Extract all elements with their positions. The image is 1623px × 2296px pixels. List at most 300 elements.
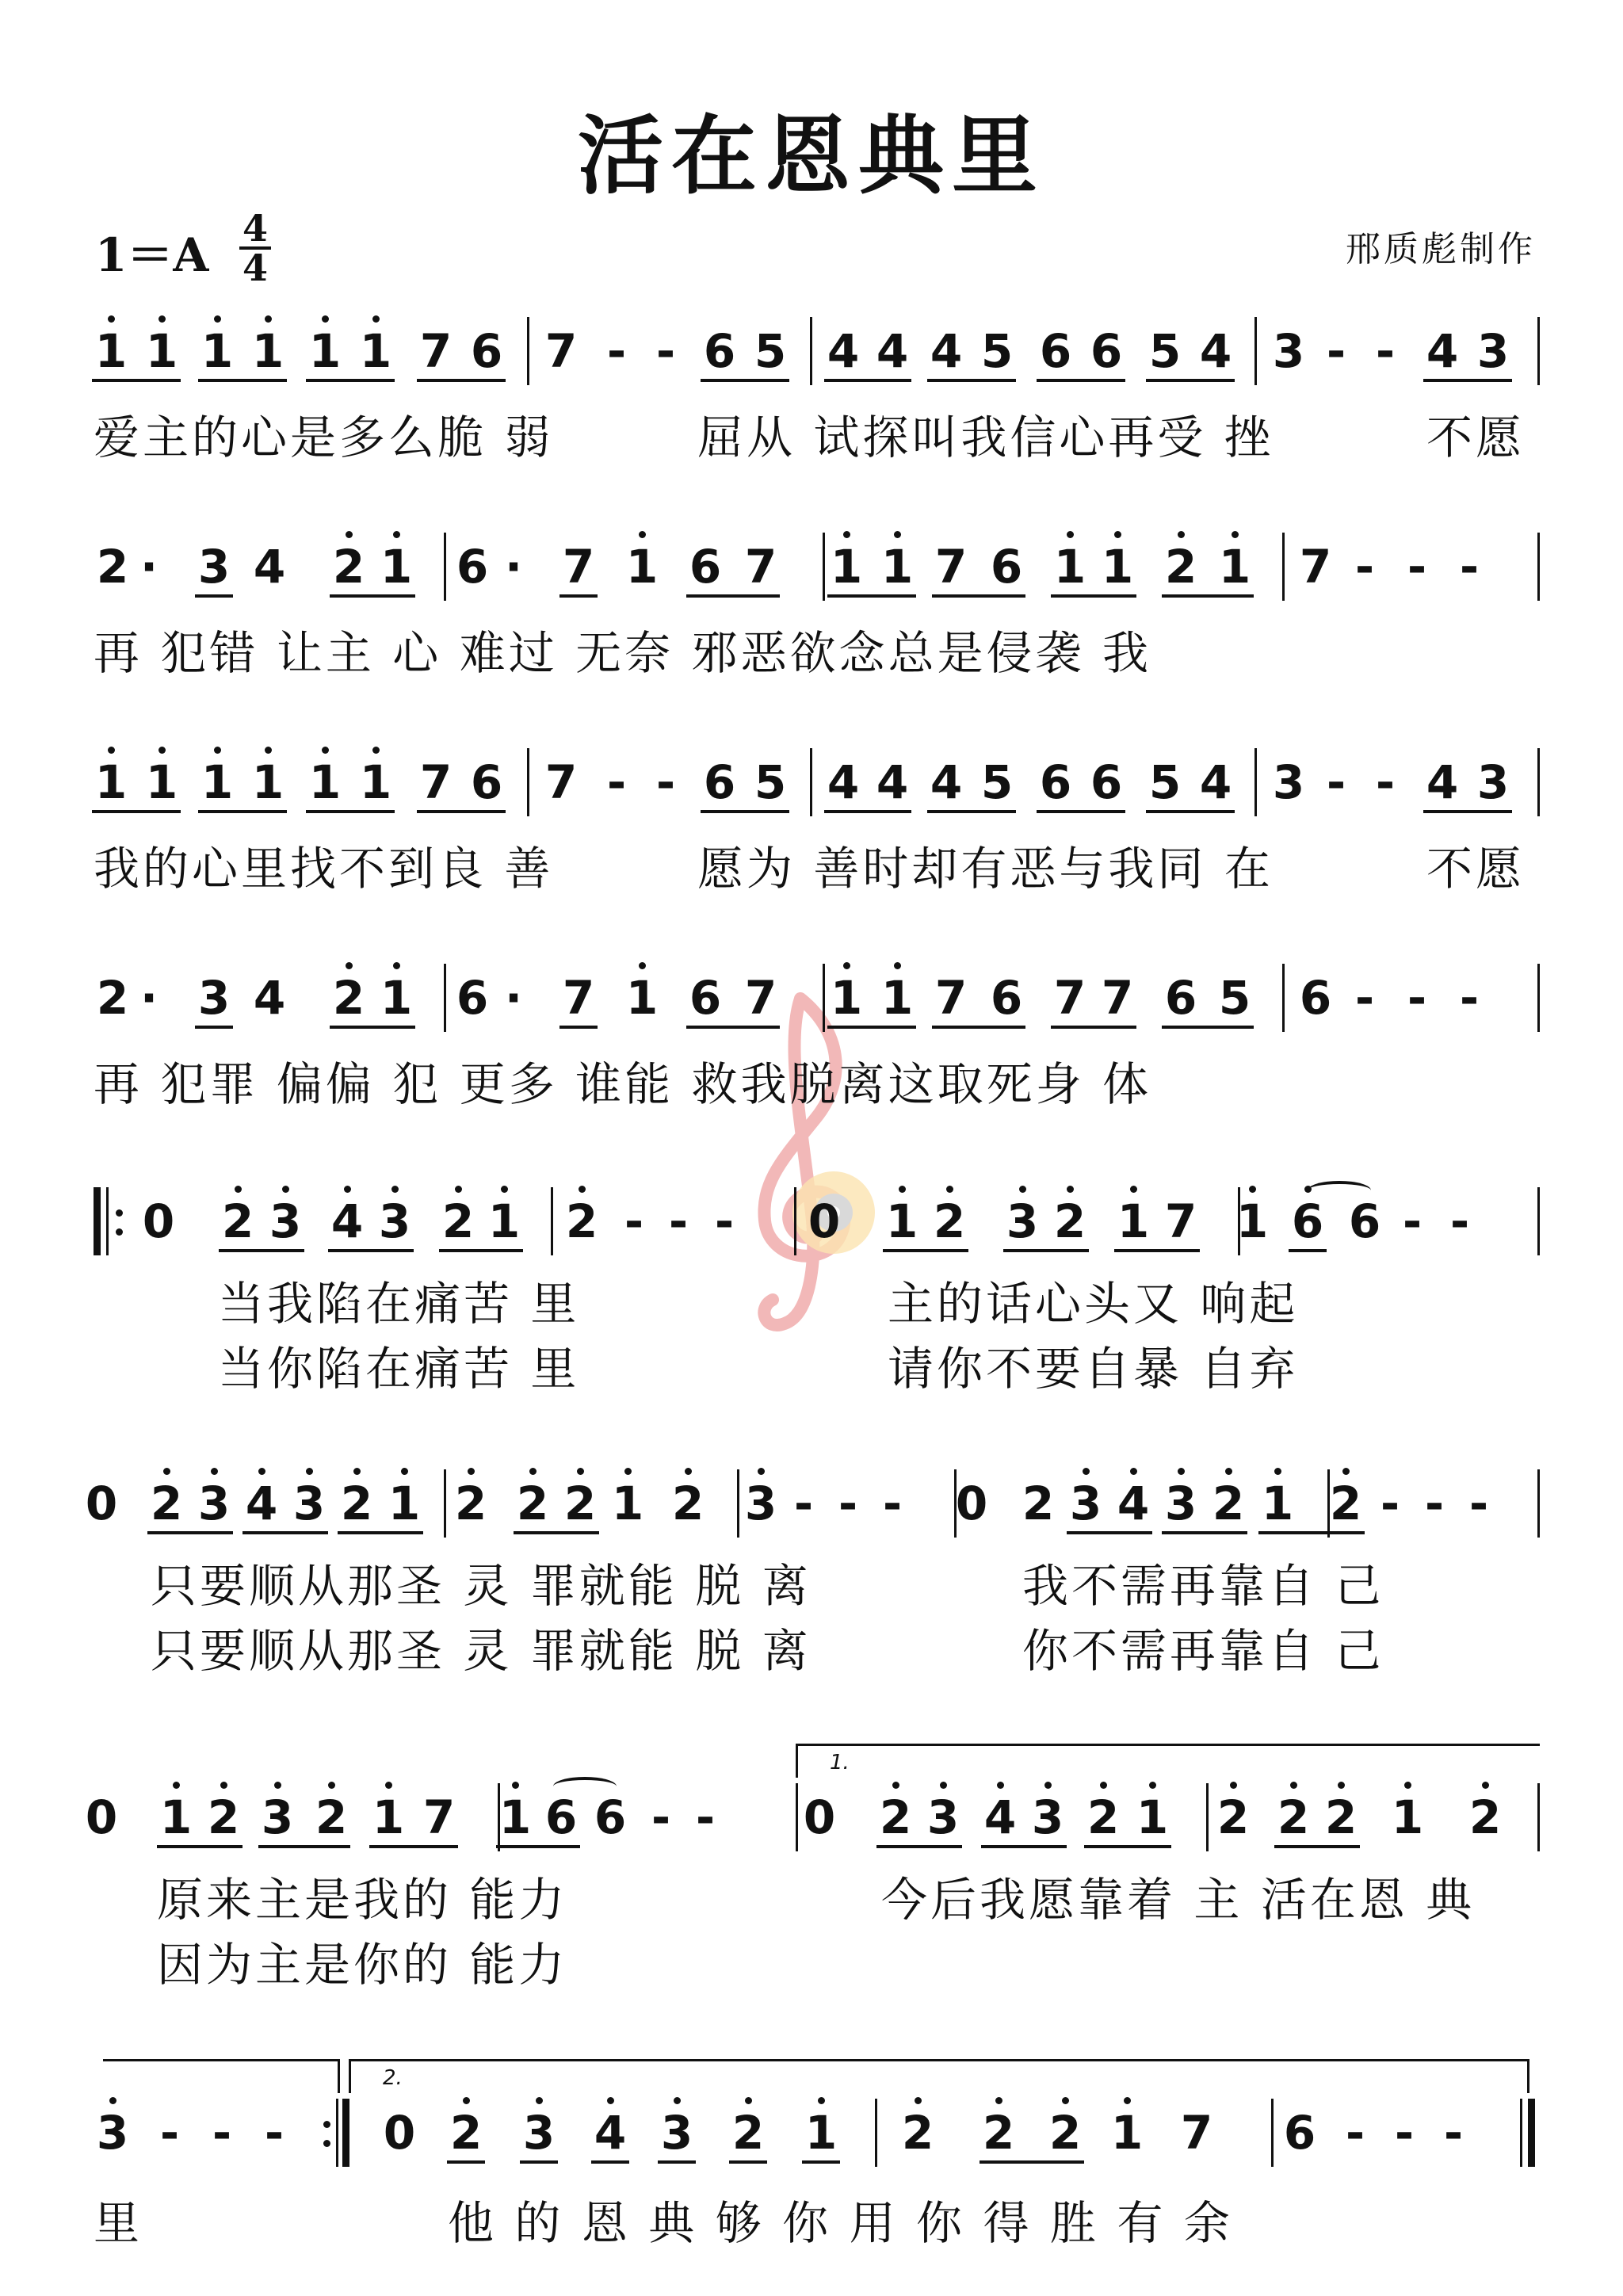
note: 2 [1461, 1790, 1509, 1845]
eighth-beam [219, 1249, 304, 1252]
eighth-beam [147, 1531, 233, 1534]
augmentation-dot: · [139, 540, 158, 594]
lyric-line: 屈从 试探叫我信心再受 挫 [697, 411, 1274, 464]
extension-dash: - [1449, 1194, 1470, 1248]
note: 1 [87, 755, 135, 810]
system-1 [0, 317, 1623, 468]
note: 7 [934, 971, 968, 1025]
note: 4 [876, 324, 909, 378]
lyric-line: 只要顺从那圣 灵 罪就能 脱 离 [151, 1559, 812, 1613]
eighth-beam [1289, 1249, 1327, 1252]
system-5 [0, 1187, 1623, 1401]
note: 2 [975, 2105, 1022, 2160]
extension-dash: - [668, 1194, 689, 1248]
time-signature-bottom: 4 [242, 246, 268, 289]
barline [1537, 533, 1540, 601]
note: 2 [894, 2105, 941, 2160]
eighth-beam [981, 1845, 1067, 1848]
eighth-beam [92, 379, 181, 382]
note: 3 [197, 971, 231, 1025]
repeat-end-thick-line [342, 2099, 349, 2167]
lyric-line: 我不需再靠自 己 [1022, 1559, 1384, 1613]
note: 3 [1024, 1790, 1071, 1845]
note: 1 [193, 323, 241, 379]
eighth-beam [686, 594, 780, 598]
eighth-beam [824, 810, 911, 813]
lyric-line: 再 犯罪 偏偏 犯 更多 谁能 救我脱离这取死身 体 [94, 1057, 1152, 1111]
note: 5 [1148, 324, 1182, 378]
barline [810, 317, 812, 385]
eighth-beam [1051, 1026, 1136, 1029]
lyric-line: 今后我愿靠着 主 活在恩 典 [881, 1873, 1476, 1927]
eighth-beam [417, 379, 506, 382]
eighth-beam [1274, 1845, 1360, 1848]
eighth-beam [92, 810, 181, 813]
note: 1 [87, 323, 135, 379]
note: 1 [193, 755, 241, 810]
note: 5 [980, 324, 1014, 378]
extension-dash: - [1326, 755, 1346, 809]
note: 3 [999, 1194, 1046, 1249]
note: 1 [878, 1194, 926, 1249]
eighth-beam [729, 2160, 767, 2164]
eighth-beam [198, 810, 287, 813]
note: 2 [1317, 1790, 1365, 1845]
eighth-beam [927, 810, 1016, 813]
note: 7 [422, 1790, 456, 1844]
note: 4 [1199, 755, 1232, 809]
final-thin-line [1520, 2099, 1522, 2167]
note: 1 [1109, 1194, 1157, 1249]
extension-dash: - [1354, 971, 1375, 1025]
note: 1 [1228, 1194, 1276, 1249]
note: 1 [365, 1790, 412, 1845]
eighth-beam [447, 2160, 485, 2164]
note: 3 [262, 1194, 309, 1249]
lyric-line: 再 犯错 让主 心 难过 无奈 邪恶欲念总是侵袭 我 [94, 626, 1152, 680]
note: 4 [1426, 755, 1459, 809]
note: 4 [876, 755, 909, 809]
barline [1254, 317, 1257, 385]
lyric-line: 只要顺从那圣 灵 罪就能 脱 离 [151, 1624, 812, 1678]
note: 1 [823, 539, 870, 594]
note: 6 [594, 1790, 627, 1844]
note: 4 [827, 755, 860, 809]
eighth-beam [195, 594, 233, 598]
note: 2 [143, 1476, 190, 1531]
barline [1254, 748, 1257, 816]
eighth-beam [701, 810, 789, 813]
eighth-beam [195, 1026, 233, 1029]
lyric-line: 愿为 善时却有恶与我同 在 [697, 842, 1274, 896]
note: 6 [1039, 324, 1072, 378]
note: 4 [253, 971, 286, 1025]
note: 3 [285, 1476, 333, 1531]
note: 3 [919, 1790, 967, 1845]
note: 2 [200, 1790, 247, 1845]
eighth-beam [1146, 810, 1235, 813]
note: 1 [372, 970, 420, 1026]
note: 6 [703, 755, 736, 809]
repeat-thick-line [94, 1187, 101, 1255]
system-7 [0, 1751, 1623, 1997]
note: 7 [562, 971, 595, 1025]
note: 2 [1270, 1790, 1317, 1845]
system-8 [0, 2066, 1623, 2257]
eighth-beam [927, 379, 1016, 382]
note: 6 [1348, 1194, 1381, 1248]
barline [551, 1187, 553, 1255]
note: 6 [544, 1790, 578, 1844]
barline [444, 533, 446, 601]
note: 7 [934, 540, 968, 594]
eighth-beam [802, 2160, 840, 2164]
note: 4 [253, 540, 286, 594]
note: 6 [470, 755, 503, 809]
note: 1 [873, 970, 921, 1026]
note: 2 [1041, 2105, 1089, 2160]
repeat-end-thin-line [336, 2099, 338, 2167]
time-signature-top: 4 [242, 207, 268, 250]
eighth-beam [369, 1845, 458, 1848]
lyric-line: 原来主是我的 能力 [157, 1873, 568, 1927]
volta-label: 1. [830, 1751, 850, 1775]
note: 2 [434, 1194, 482, 1249]
note: 2 [96, 971, 129, 1025]
barline [1537, 1469, 1540, 1538]
barline [875, 2099, 877, 2167]
barline [444, 1469, 446, 1538]
note: 3 [515, 2105, 563, 2160]
note: 1 [352, 755, 399, 810]
lyric-line: 请你不要自暴 自弃 [888, 1342, 1299, 1396]
eighth-beam [1162, 594, 1254, 598]
lyric-line: 当你陷在痛苦 里 [218, 1342, 580, 1396]
lyric-line: 不愿 [1426, 842, 1526, 896]
eighth-beam [417, 810, 506, 813]
final-thick-line [1528, 2099, 1535, 2167]
time-signature [236, 207, 274, 289]
note: 0 [808, 1194, 841, 1248]
note: 1 [1254, 1476, 1301, 1531]
note: 1 [138, 755, 185, 810]
note: 2 [1205, 1476, 1252, 1531]
note: 1 [1211, 539, 1258, 594]
eighth-beam [242, 1531, 328, 1534]
extension-dash: - [1326, 324, 1346, 378]
note: 6 [1090, 324, 1123, 378]
note: 7 [744, 540, 777, 594]
note: 0 [85, 1477, 118, 1530]
lyric-line: 你不需再靠自 己 [1022, 1624, 1384, 1678]
note: 6 [1284, 1194, 1331, 1249]
eighth-beam [1037, 379, 1125, 382]
eighth-beam [330, 594, 415, 598]
eighth-beam [1114, 1249, 1200, 1252]
note: 2 [1046, 1194, 1094, 1249]
note: 2 [325, 539, 372, 594]
eighth-beam [496, 1845, 580, 1848]
note: 3 [190, 1476, 238, 1531]
extension-dash: - [1468, 1477, 1489, 1530]
note: 3 [1062, 1476, 1109, 1531]
note: 3 [1476, 755, 1510, 809]
barline [1206, 1783, 1209, 1851]
eighth-beam [1423, 810, 1512, 813]
note: 6 [456, 540, 489, 594]
note: 6 [1283, 2106, 1316, 2160]
note: 7 [419, 755, 453, 809]
note: 1 [1128, 1790, 1176, 1845]
note: 5 [754, 324, 787, 378]
eighth-beam [1051, 594, 1136, 598]
repeat-thin-line [106, 1187, 109, 1255]
note: 7 [1053, 971, 1086, 1025]
note: 6 [456, 971, 489, 1025]
eighth-beam [559, 1026, 598, 1029]
eighth-beam [328, 1249, 414, 1252]
note: 4 [930, 755, 963, 809]
system-2 [0, 533, 1623, 683]
extension-dash: - [1424, 1477, 1445, 1530]
note: 2 [872, 1790, 919, 1845]
lyric-line: 里 [94, 2196, 143, 2250]
eighth-beam [701, 379, 789, 382]
eighth-beam [198, 379, 287, 382]
note: 1 [352, 323, 399, 379]
extension-dash: - [695, 1790, 716, 1844]
repeat-end-dot [323, 2121, 330, 2128]
note: 2 [1322, 1476, 1369, 1531]
eighth-beam [439, 1249, 523, 1252]
eighth-beam [883, 1249, 968, 1252]
extension-dash: - [212, 2106, 232, 2160]
note: 6 [1090, 755, 1123, 809]
barline [1282, 964, 1285, 1032]
note: 2 [556, 1476, 604, 1531]
barline [1537, 964, 1540, 1032]
note: 4 [976, 1790, 1024, 1845]
note: 3 [89, 2105, 136, 2160]
first-ending-bracket-end [103, 2059, 340, 2093]
eighth-beam [1067, 1531, 1152, 1534]
note: 5 [1148, 755, 1182, 809]
eighth-beam [686, 1026, 780, 1029]
note: 5 [754, 755, 787, 809]
note: 2 [214, 1194, 262, 1249]
barline [810, 748, 812, 816]
note: 7 [544, 324, 578, 378]
eighth-beam [1423, 379, 1512, 382]
note: 4 [1109, 1476, 1157, 1531]
note: 1 [823, 970, 870, 1026]
extension-dash: - [1354, 540, 1375, 594]
eighth-beam [157, 1845, 242, 1848]
augmentation-dot: · [504, 971, 523, 1025]
note: 2 [509, 1476, 556, 1531]
lyric-line: 因为主是你的 能力 [157, 1938, 568, 1992]
note: 0 [142, 1194, 175, 1248]
note: 6 [703, 324, 736, 378]
note: 0 [803, 1790, 836, 1844]
note: 6 [689, 971, 722, 1025]
note: 2 [664, 1476, 712, 1531]
barline [527, 317, 529, 385]
note: 6 [990, 971, 1023, 1025]
note: 1 [152, 1790, 200, 1845]
note: 2 [1079, 1790, 1127, 1845]
note: 1 [1094, 539, 1141, 594]
lyric-line: 我的心里找不到良 善 [94, 842, 554, 896]
note: 3 [197, 540, 231, 594]
note: 1 [1103, 2105, 1151, 2160]
barline [1537, 1187, 1540, 1255]
note: 4 [827, 324, 860, 378]
eighth-beam [1162, 1531, 1247, 1534]
note: 2 [1209, 1790, 1257, 1845]
extension-dash: - [264, 2106, 285, 2160]
extension-dash: - [793, 1477, 814, 1530]
extension-dash: - [1407, 540, 1427, 594]
note: 7 [562, 540, 595, 594]
note: 1 [372, 539, 420, 594]
barline [527, 748, 529, 816]
note: 6 [689, 540, 722, 594]
note: 1 [618, 539, 666, 594]
repeat-dot [116, 1209, 123, 1217]
eighth-beam [1146, 379, 1235, 382]
song-title: 活在恩典里 [577, 106, 1045, 206]
note: 7 [1164, 1194, 1197, 1248]
note: 3 [371, 1194, 418, 1249]
extension-dash: - [606, 324, 627, 378]
note: 1 [1384, 1790, 1431, 1845]
note: 5 [1218, 971, 1251, 1025]
eighth-beam [559, 594, 598, 598]
extension-dash: - [1443, 2106, 1464, 2160]
note: 2 [447, 1476, 495, 1531]
system-4 [0, 964, 1623, 1114]
barline [1271, 2099, 1274, 2167]
lyric-line: 当我陷在痛苦 里 [218, 1277, 580, 1331]
key-signature: 1＝A [95, 228, 209, 282]
volta-label: 2. [383, 2066, 403, 2090]
note: 1 [873, 539, 921, 594]
note: 2 [325, 970, 372, 1026]
note: 3 [653, 2105, 701, 2160]
note: 6 [470, 324, 503, 378]
barline [444, 964, 446, 1032]
lyric-line: 不愿 [1426, 411, 1526, 464]
note: 3 [1272, 324, 1305, 378]
note: 2 [926, 1194, 973, 1249]
extension-dash: - [159, 2106, 180, 2160]
eighth-beam [1084, 1845, 1171, 1848]
lyric-line: 主的话心头又 响起 [888, 1277, 1299, 1331]
note: 2 [96, 540, 129, 594]
extension-dash: - [1375, 755, 1396, 809]
second-ending-bracket [349, 2059, 1529, 2093]
note: 1 [480, 1194, 528, 1249]
eighth-beam [306, 810, 395, 813]
note: 0 [85, 1790, 118, 1844]
barline [1537, 748, 1540, 816]
eighth-beam [514, 1531, 599, 1534]
note: 3 [1157, 1476, 1205, 1531]
note: 6 [990, 540, 1023, 594]
note: 7 [544, 755, 578, 809]
note: 7 [1101, 971, 1134, 1025]
extension-dash: - [606, 755, 627, 809]
eighth-beam [980, 2160, 1084, 2164]
note: 2 [333, 1476, 380, 1531]
eighth-beam [1003, 1249, 1089, 1252]
eighth-beam [330, 1026, 415, 1029]
extension-dash: - [1402, 1194, 1423, 1248]
extension-dash: - [1459, 971, 1480, 1025]
eighth-beam [932, 594, 1025, 598]
first-ending-bracket [796, 1744, 1540, 1778]
note: 4 [323, 1194, 371, 1249]
extension-dash: - [655, 324, 676, 378]
note: 6 [1039, 755, 1072, 809]
note: 1 [244, 755, 292, 810]
extension-dash: - [1375, 324, 1396, 378]
note: 2 [1157, 539, 1205, 594]
repeat-end-dot [323, 2140, 330, 2147]
note: 7 [419, 324, 453, 378]
extension-dash: - [1407, 971, 1427, 1025]
extension-dash: - [651, 1790, 671, 1844]
note: 4 [586, 2105, 634, 2160]
note: 2 [442, 2105, 490, 2160]
eighth-beam [1037, 810, 1125, 813]
eighth-beam [932, 1026, 1025, 1029]
extension-dash: - [1380, 1477, 1400, 1530]
note: 1 [491, 1790, 539, 1845]
extension-dash: - [1345, 2106, 1365, 2160]
lyric-line: 他 的 恩 典 够 你 用 你 得 胜 有 余 [448, 2196, 1233, 2250]
barline [1537, 1783, 1540, 1851]
note: 1 [797, 2105, 845, 2160]
note: 1 [301, 755, 349, 810]
note: 0 [955, 1477, 988, 1530]
repeat-dot [116, 1228, 123, 1236]
note: 4 [1199, 324, 1232, 378]
eighth-beam [338, 1531, 423, 1534]
note: 4 [930, 324, 963, 378]
eighth-beam [824, 379, 911, 382]
extension-dash: - [1394, 2106, 1415, 2160]
extension-dash: - [714, 1194, 735, 1248]
system-6 [0, 1469, 1623, 1683]
eighth-beam [591, 2160, 629, 2164]
system-3 [0, 748, 1623, 899]
barline [1282, 533, 1285, 601]
note: 1 [1046, 539, 1094, 594]
note: 2 [1022, 1477, 1055, 1530]
eighth-beam [520, 2160, 558, 2164]
note: 2 [558, 1194, 605, 1249]
extension-dash: - [838, 1477, 858, 1530]
extension-dash: - [882, 1477, 903, 1530]
eighth-beam [876, 1845, 962, 1848]
eighth-beam [827, 594, 916, 598]
note: 5 [980, 755, 1014, 809]
note: 7 [1299, 540, 1332, 594]
note: 3 [737, 1476, 785, 1531]
note: 1 [301, 323, 349, 379]
